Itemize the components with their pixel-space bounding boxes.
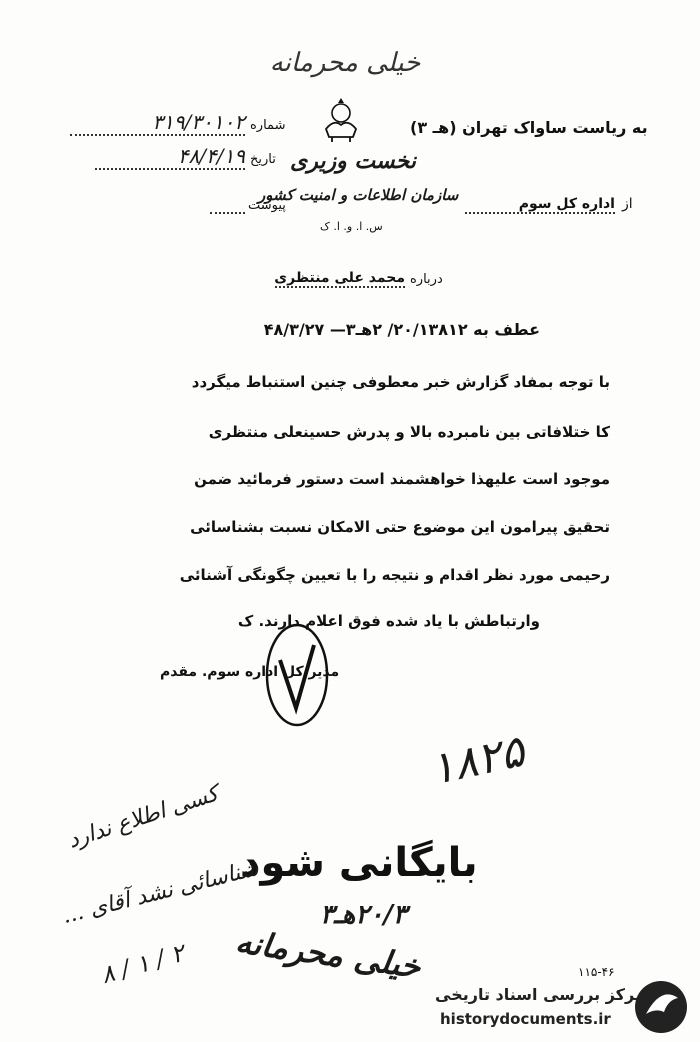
signature-line: مدیر کل اداره سوم. مقدم <box>160 664 340 680</box>
bottom-stamp: خیلی محرمانه <box>233 922 423 986</box>
body-line: موجود است علیهذا خواهشمند است دستور فرمائید ضمن <box>194 470 610 488</box>
body-line: با توجه بمفاد گزارش خبر معطوفی چنین استنباط میگردد <box>191 373 610 391</box>
lion-sun-emblem-icon <box>320 95 362 147</box>
handwritten-note: شناسائی نشد آقای ... <box>59 856 262 929</box>
date-label: تاریخ <box>250 152 276 167</box>
date-value: ۴۸/۴/۱۹ <box>95 144 245 170</box>
watermark-url: historydocuments.ir <box>440 1010 611 1028</box>
attachment-line <box>210 198 245 214</box>
classification-stamp: خیلی محرمانه <box>269 48 421 78</box>
handwritten-number: ۱۸۲۵ <box>425 725 529 796</box>
handwritten-note: کسی اطلاع ندارد <box>64 781 222 854</box>
letterhead-org: سازمان اطلاعات و امنیت کشور <box>258 186 459 204</box>
circled-check-mark <box>262 620 332 734</box>
subject-label: درباره <box>410 272 443 287</box>
body-line: رحیمی مورد نظر اقدام و نتیجه را با تعیین چگونگی آشنائی <box>179 566 610 584</box>
body-line: کا ختلافاتی بین نامبرده بالا و پدرش حسینعلی منتظری <box>208 423 610 441</box>
footer-code: ۱۱۵-۴۶ <box>578 965 615 979</box>
handwritten-date: ۲۰/۳هـ۳ <box>320 900 407 930</box>
from-value: اداره کل سوم <box>465 196 615 214</box>
letterhead-code: س. ا. و. ا. ک <box>320 220 383 233</box>
reference-line: عطف به ۲۰/۱۳۸۱۲/ ۲هـ۳— ۴۸/۳/۲۷ <box>263 320 540 339</box>
number-value: ۳۱۹/۳۰۱۰۲ <box>70 110 245 136</box>
letterhead-ministry: نخست وزیری <box>290 148 416 174</box>
body-line: وارتباطش با یاد شده فوق اعلام دارند. ک <box>237 612 540 630</box>
number-label: شماره <box>250 118 286 133</box>
addressee: به ریاست ساواک تهران (هـ ۳) <box>410 118 648 137</box>
handwritten-note: ۸ / ۱ / ۲ <box>97 938 188 990</box>
from-label: از <box>622 196 633 212</box>
subject-value: محمد علی منتظری <box>274 270 405 286</box>
body-line: تحقیق پیرامون این موضوع حتی الامکان نسبت بشناسائی <box>190 518 610 536</box>
attachment-label: پیوست <box>248 198 286 213</box>
watermark-title: مرکز بررسی اسناد تاریخی <box>435 985 645 1004</box>
archive-note: بایگانی شود <box>240 840 478 886</box>
